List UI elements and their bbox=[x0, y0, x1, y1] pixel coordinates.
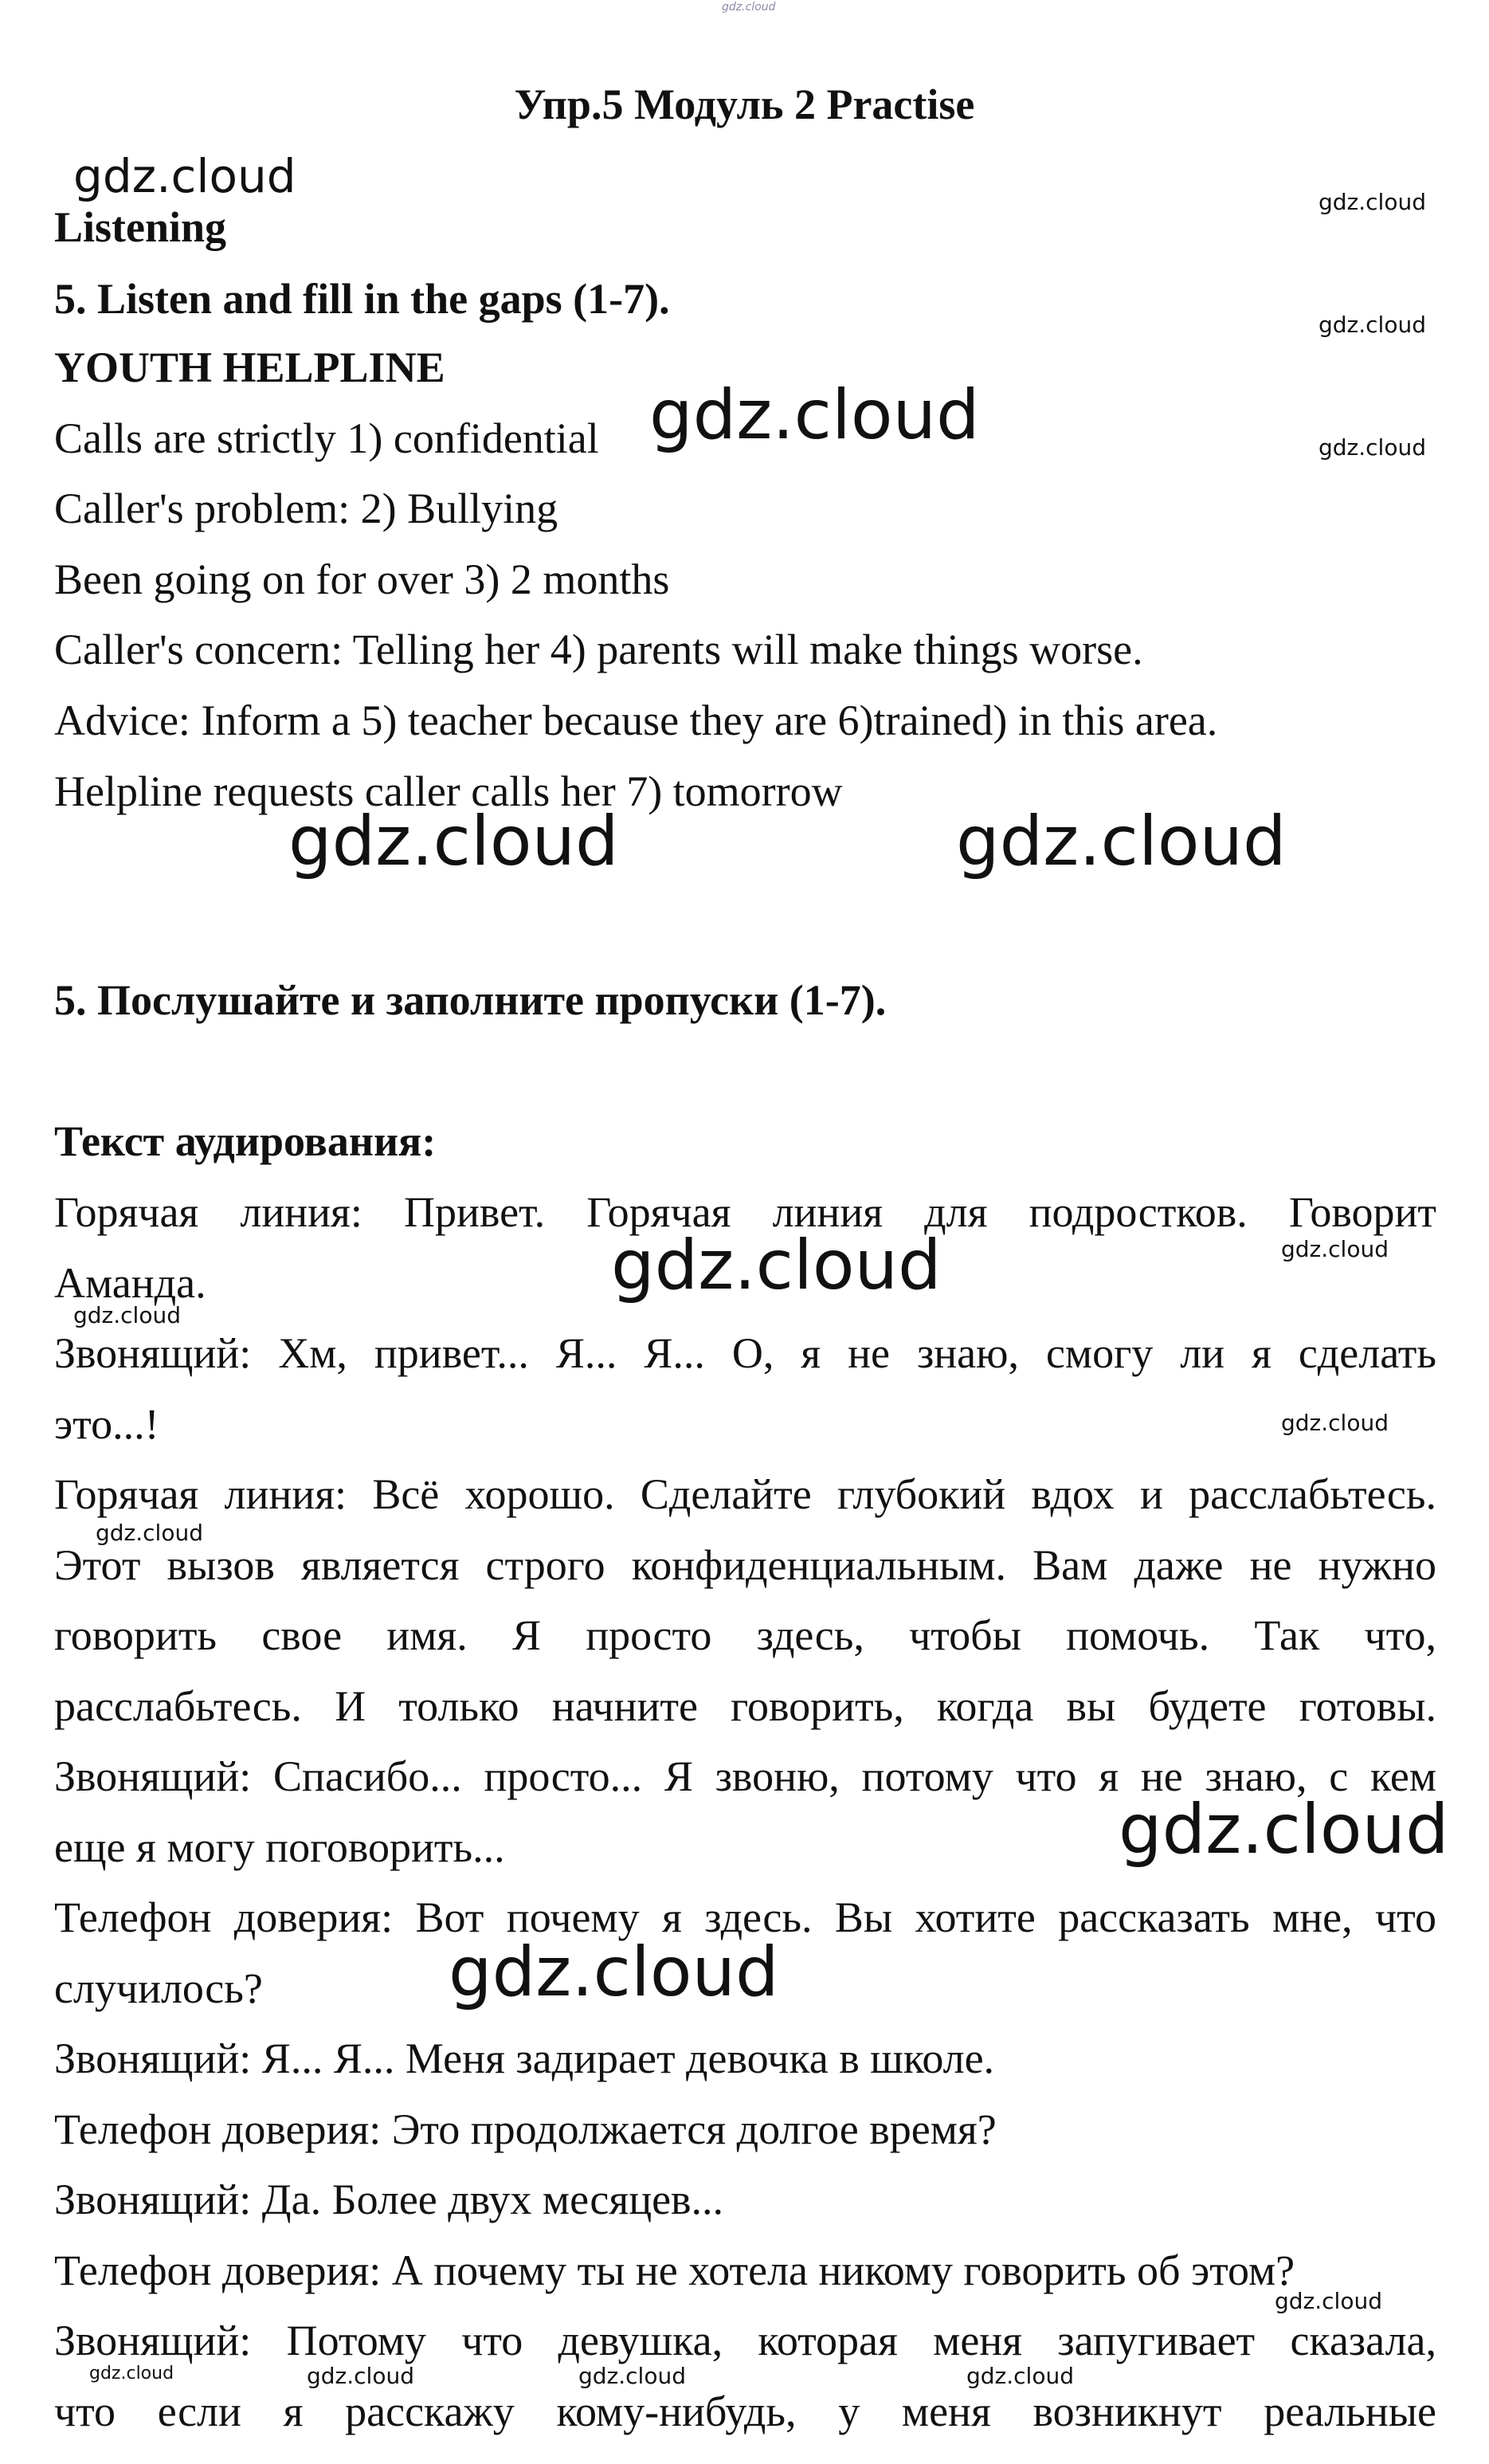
transcript-line: это...! bbox=[54, 1400, 159, 1448]
transcript-line: еще я могу поговорить... bbox=[54, 1823, 505, 1871]
task-en: 5. Listen and fill in the gaps (1-7). bbox=[54, 275, 670, 323]
transcript-line: говорить свое имя. Я просто здесь, чтобы помочь. Так что, bbox=[54, 1611, 1436, 1659]
watermark: gdz.cloud bbox=[73, 149, 296, 203]
transcript-line: Телефон доверия: Вот почему я здесь. Вы хотите рассказать мне, что bbox=[54, 1893, 1436, 1941]
section-heading: Listening bbox=[54, 203, 227, 251]
watermark: gdz.cloud bbox=[966, 2363, 1074, 2389]
transcript-line: Аманда. bbox=[54, 1259, 206, 1307]
watermark: gdz.cloud bbox=[73, 1302, 181, 1328]
form-line: Helpline requests caller calls her 7) tomorrow bbox=[54, 767, 843, 815]
transcript-line: Звонящий: Потому что девушка, которая меня запугивает сказала, bbox=[54, 2317, 1436, 2364]
watermark: gdz.cloud bbox=[1319, 189, 1426, 215]
watermark: gdz.cloud bbox=[1319, 312, 1426, 338]
page-title: Упр.5 Модуль 2 Practise bbox=[514, 80, 975, 128]
transcript-line: Телефон доверия: А почему ты не хотела никому говорить об этом? bbox=[54, 2246, 1295, 2294]
form-title: YOUTH HELPLINE bbox=[54, 343, 445, 391]
form-line: Been going on for over 3) 2 months bbox=[54, 555, 670, 603]
watermark: gdz.cloud bbox=[956, 802, 1287, 881]
watermark: gdz.cloud bbox=[96, 1520, 203, 1546]
watermark: gdz.cloud bbox=[1281, 1236, 1389, 1262]
watermark-top: gdz.cloud bbox=[722, 1, 776, 14]
transcript-line: Телефон доверия: Это продолжается долгое время? bbox=[54, 2105, 997, 2153]
watermark: gdz.cloud bbox=[578, 2363, 686, 2389]
watermark: gdz.cloud bbox=[89, 2364, 174, 2384]
transcript-line: Горячая линия: Всё хорошо. Сделайте глубокий вдох и расслабьтесь. bbox=[54, 1470, 1436, 1518]
watermark: gdz.cloud bbox=[288, 802, 619, 881]
watermark: gdz.cloud bbox=[1281, 1410, 1389, 1436]
watermark: gdz.cloud bbox=[1319, 434, 1426, 461]
transcript-heading: Текст аудирования: bbox=[54, 1117, 437, 1165]
transcript-line: Звонящий: Я... Я... Меня задирает девочка в школе. bbox=[54, 2034, 995, 2082]
form-line: Caller's concern: Telling her 4) parents will make things worse. bbox=[54, 626, 1143, 673]
transcript-line: Звонящий: Хм, привет... Я... Я... О, я не знаю, смогу ли я сделать bbox=[54, 1329, 1436, 1377]
transcript-line: Звонящий: Да. Более двух месяцев... bbox=[54, 2176, 724, 2223]
watermark: gdz.cloud bbox=[1119, 1790, 1449, 1870]
watermark: gdz.cloud bbox=[307, 2363, 414, 2389]
watermark: gdz.cloud bbox=[1275, 2288, 1382, 2314]
task-ru: 5. Послушайте и заполните пропуски (1-7). bbox=[54, 976, 887, 1024]
transcript-line: Этот вызов является строго конфиденциальным. Вам даже не нужно bbox=[54, 1541, 1436, 1589]
watermark: gdz.cloud bbox=[449, 1932, 779, 2012]
transcript-line: что если я расскажу кому-нибудь, у меня возникнут реальные bbox=[54, 2387, 1436, 2435]
transcript-line: Звонящий: Спасибо... просто... Я звоню, потому что я не знаю, с кем bbox=[54, 1752, 1436, 1800]
transcript-line: случилось? bbox=[54, 1964, 263, 2012]
form-line: Calls are strictly 1) confidential bbox=[54, 414, 599, 462]
transcript-line: расслабьтесь. И только начните говорить, когда вы будете готовы. bbox=[54, 1682, 1436, 1730]
watermark: gdz.cloud bbox=[611, 1226, 942, 1305]
transcript-line: Горячая линия: Привет. Горячая линия для подростков. Говорит bbox=[54, 1188, 1436, 1236]
form-line: Caller's problem: 2) Bullying bbox=[54, 485, 558, 532]
form-line: Advice: Inform a 5) teacher because they are 6)trained) in this area. bbox=[54, 696, 1218, 744]
watermark: gdz.cloud bbox=[649, 375, 980, 455]
